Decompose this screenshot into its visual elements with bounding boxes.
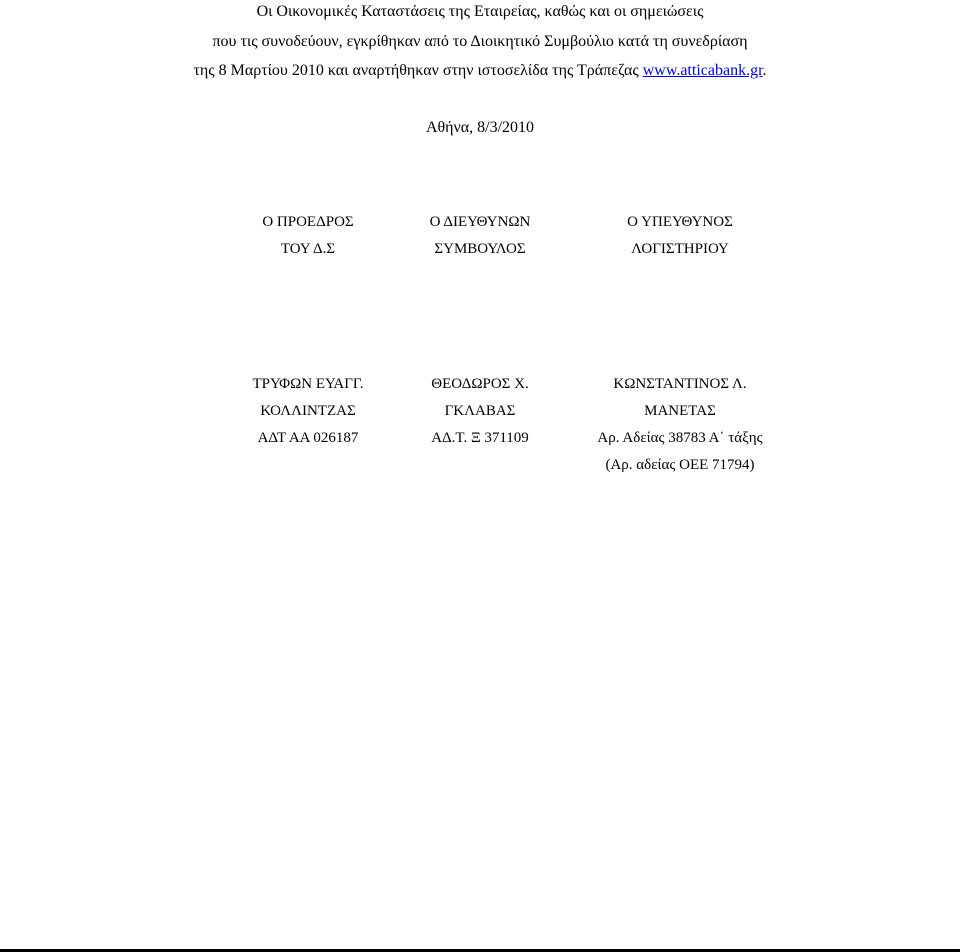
accountant-oee-license: (Αρ. αδείας ΟΕΕ 71794) xyxy=(605,457,755,473)
accountant-name-line-1: ΚΩΝΣΤΑΝΤΙΝΟΣ Λ. xyxy=(613,376,747,392)
approval-line-3-text: της 8 Μαρτίου 2010 και αναρτήθηκαν στην ιστοσελίδα της Τράπεζας xyxy=(193,62,643,79)
accountant-title-line-2: ΛΟΓΙΣΤΗΡΙΟΥ xyxy=(631,241,729,257)
chairman-id: ΑΔΤ ΑΑ 026187 xyxy=(257,430,359,446)
chairman-name-line-2: ΚΟΛΛΙΝΤΖΑΣ xyxy=(260,403,356,419)
approval-line-1: Οι Οικονομικές Καταστάσεις της Εταιρείας, καθώς και οι σημειώσεις xyxy=(256,3,704,20)
accountant-title-line-1: Ο ΥΠΕΥΘΥΝΟΣ xyxy=(627,214,733,230)
chairman-title-line-1: Ο ΠΡΟΕΔΡΟΣ xyxy=(262,214,354,230)
approval-line-3 xyxy=(0,61,960,81)
approval-line-3-end: . xyxy=(762,62,767,79)
ceo-title-line-2: ΣΥΜΒΟΥΛΟΣ xyxy=(434,241,526,257)
ceo-title-line-1: Ο ΔΙΕΥΘΥΝΩΝ xyxy=(429,214,531,230)
accountant-license: Αρ. Αδείας 38783 Α΄ τάξης xyxy=(597,430,763,446)
approval-statement xyxy=(0,2,960,81)
bank-website-link[interactable]: www.atticabank.gr xyxy=(642,62,763,79)
place-date: Αθήνα, 8/3/2010 xyxy=(425,119,535,136)
ceo-name-line-2: ΓΚΛΑΒΑΣ xyxy=(444,403,516,419)
chairman-title-line-2: ΤΟΥ Δ.Σ xyxy=(280,241,336,257)
ceo-name-line-1: ΘΕΟΔΩΡΟΣ Χ. xyxy=(431,376,529,392)
accountant-name-line-2: ΜΑΝΕΤΑΣ xyxy=(644,403,716,419)
approval-line-2: που τις συνοδεύουν, εγκρίθηκαν από το Διοικητικό Συμβούλιο κατά τη συνεδρίαση xyxy=(212,33,748,50)
signatory-accountant-details xyxy=(560,374,800,482)
signatory-accountant-title xyxy=(560,212,800,266)
ceo-id: ΑΔ.Τ. Ξ 371109 xyxy=(431,430,529,446)
chairman-name-line-1: ΤΡΥΦΩΝ ΕΥΑΓΓ. xyxy=(252,376,364,392)
